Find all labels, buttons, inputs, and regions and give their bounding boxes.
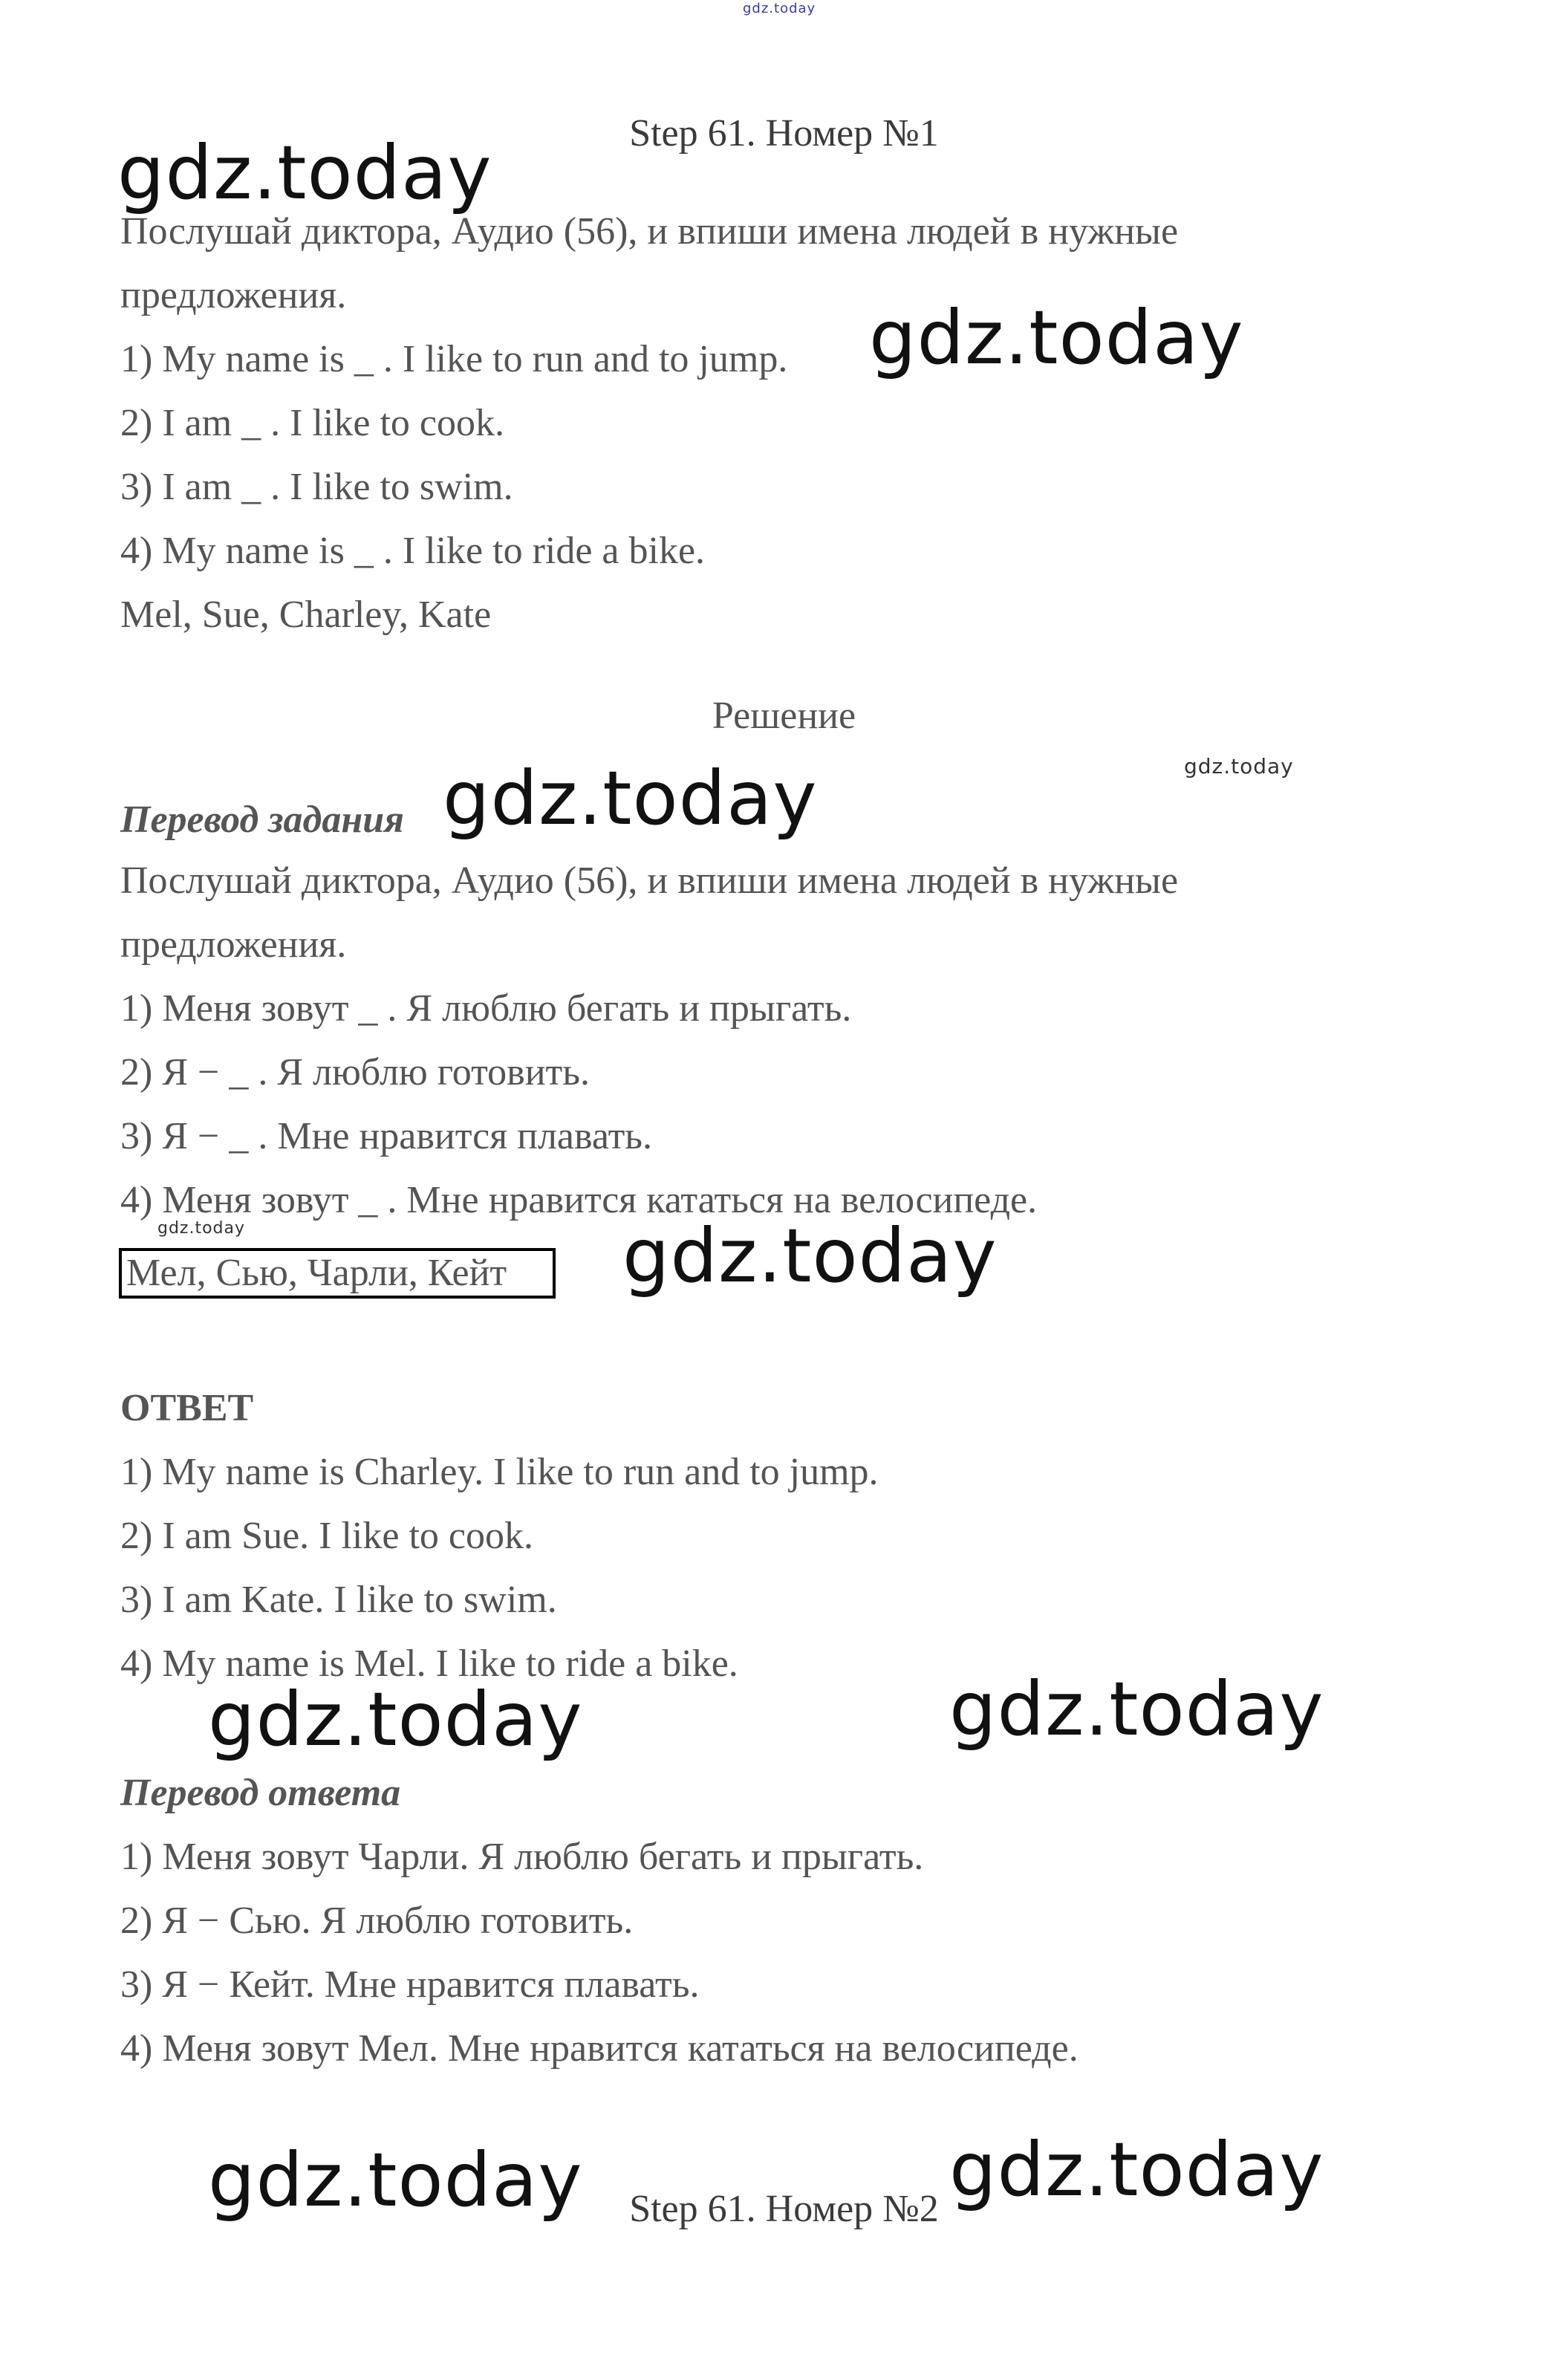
watermark: gdz.today	[869, 294, 1244, 381]
watermark: gdz.today	[949, 1666, 1324, 1752]
instruction-line: Послушай диктора, Аудио (56), и впиши имена людей в нужные	[120, 210, 1179, 253]
exercise-item: 1) My name is _ . I like to run and to jump.	[120, 338, 788, 380]
translation-item: 1) Меня зовут _ . Я люблю бегать и прыгать.	[120, 987, 852, 1030]
translation-item: 3) Я − _ . Мне нравится плавать.	[120, 1115, 653, 1157]
watermark: gdz.today	[443, 755, 818, 842]
watermark: gdz.today	[743, 1, 816, 16]
answer-item: 3) I am Kate. I like to swim.	[120, 1579, 557, 1621]
solution-heading: Решение	[712, 695, 856, 737]
watermark: gdz.today	[117, 129, 492, 216]
watermark: gdz.today	[157, 1219, 246, 1238]
watermark: gdz.today	[949, 2126, 1324, 2213]
names-list: Mel, Sue, Charley, Kate	[120, 594, 492, 636]
watermark: gdz.today	[208, 2137, 583, 2223]
exercise-item: 3) I am _ . I like to swim.	[120, 466, 513, 508]
translation-item: 2) Я − _ . Я люблю готовить.	[120, 1051, 590, 1094]
translation-line: Послушай диктора, Аудио (56), и впиши имена людей в нужные	[120, 860, 1179, 902]
answer-heading: ОТВЕТ	[120, 1387, 254, 1429]
watermark: gdz.today	[1184, 754, 1294, 779]
next-task-title: Step 61. Номер №2	[629, 2188, 939, 2230]
task-title: Step 61. Номер №1	[629, 112, 939, 155]
answer-item: 2) I am Sue. I like to cook.	[120, 1515, 533, 1557]
answer-translation-heading: Перевод ответа	[120, 1772, 401, 1814]
answer-translation-item: 3) Я − Кейт. Мне нравится плавать.	[120, 1963, 700, 2006]
answer-item: 4) My name is Mel. I like to ride a bike.	[120, 1642, 738, 1685]
instruction-line: предложения.	[120, 274, 347, 316]
exercise-item: 4) My name is _ . I like to ride a bike.	[120, 530, 706, 572]
answer-translation-item: 2) Я − Сью. Я люблю готовить.	[120, 1900, 634, 1942]
answer-translation-item: 4) Меня зовут Мел. Мне нравится кататься на велосипеде.	[120, 2027, 1079, 2070]
watermark: gdz.today	[208, 1676, 583, 1763]
translation-item: 4) Меня зовут _ . Мне нравится кататься на велосипеде.	[120, 1179, 1038, 1221]
translation-line: предложения.	[120, 923, 347, 966]
answer-item: 1) My name is Charley. I like to run and to jump.	[120, 1451, 879, 1493]
translation-heading: Перевод задания	[120, 799, 404, 841]
answer-translation-item: 1) Меня зовут Чарли. Я люблю бегать и прыгать.	[120, 1836, 924, 1878]
watermark: gdz.today	[622, 1212, 998, 1299]
exercise-item: 2) I am _ . I like to cook.	[120, 402, 504, 444]
translation-names-box: Мел, Сью, Чарли, Кейт	[119, 1248, 556, 1299]
